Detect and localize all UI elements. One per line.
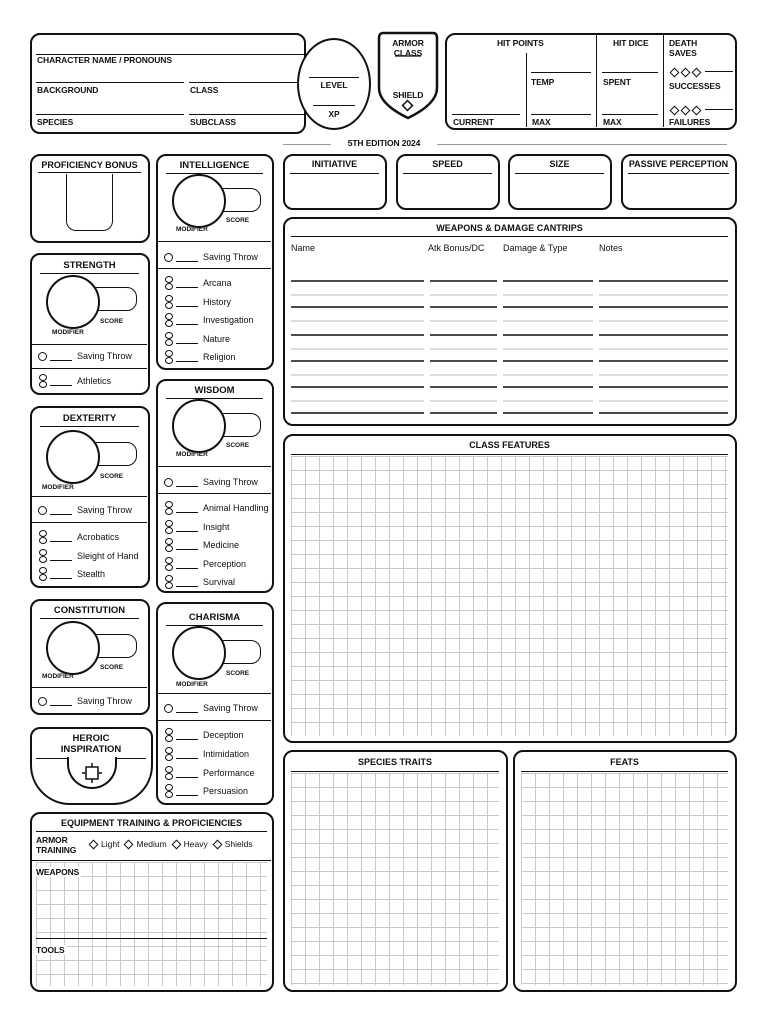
saving-throw-label: Saving Throw — [203, 477, 258, 487]
proficiency-expertise-toggle[interactable] — [164, 728, 174, 743]
species-traits-rule — [291, 771, 499, 772]
strength-save-rule — [32, 344, 147, 345]
species-field[interactable] — [36, 107, 184, 115]
class-label: CLASS — [190, 85, 219, 95]
charisma-modifier-label: MODIFIER — [176, 681, 208, 688]
dexterity-saving-throw[interactable] — [38, 501, 132, 519]
proficiency-bonus-field[interactable] — [66, 174, 113, 231]
charisma-skills-rule — [158, 720, 271, 721]
proficiency-expertise-toggle[interactable] — [164, 276, 174, 291]
proficiency-expertise-toggle[interactable] — [164, 350, 174, 365]
feats-box — [513, 750, 737, 992]
equipment-title-rule — [36, 831, 267, 832]
wisdom-skills-rule — [158, 493, 271, 494]
skill-athletics[interactable] — [38, 372, 111, 390]
initiative-rule — [290, 173, 379, 174]
armor-shields-label: Shields — [224, 839, 253, 849]
hd-max-label: MAX — [603, 117, 622, 127]
armor-options — [88, 839, 253, 849]
skill-label: Arcana — [203, 278, 232, 288]
intelligence-save-rule — [158, 241, 271, 242]
column-header-atk: Atk Bonus/DC — [428, 243, 485, 253]
speed-label: SPEED — [432, 159, 463, 169]
proficiency-expertise-toggle[interactable] — [38, 567, 48, 582]
class-features-rule — [291, 454, 728, 455]
constitution-title-rule — [40, 618, 139, 619]
proficiency-expertise-toggle[interactable] — [164, 501, 174, 516]
max-hp-field[interactable] — [531, 107, 591, 115]
armor-training-rule — [32, 860, 271, 861]
skill-label: Nature — [203, 334, 231, 344]
skill-label: Investigation — [203, 315, 254, 325]
wisdom-saving-throw[interactable] — [164, 473, 258, 491]
skill-nature[interactable] — [164, 330, 230, 348]
weapons-rows-lines — [291, 255, 728, 417]
hitdice-deathsave-divider — [663, 35, 664, 127]
proficiency-expertise-toggle[interactable] — [38, 530, 48, 545]
edition-rule-right — [437, 144, 727, 145]
strength-modifier-field[interactable] — [46, 275, 100, 329]
charisma-saving-throw[interactable] — [164, 699, 258, 717]
skill-label: Athletics — [77, 376, 112, 386]
proficiency-expertise-toggle[interactable] — [38, 374, 48, 389]
wisdom-save-rule — [158, 466, 271, 467]
initiative-box[interactable] — [283, 154, 387, 210]
background-field[interactable] — [36, 75, 184, 83]
dexterity-save-rule — [32, 496, 147, 497]
skill-label: Stealth — [77, 569, 106, 579]
dexterity-skills-rule — [32, 522, 147, 523]
heroic-inspiration-title: HEROIC INSPIRATION — [60, 733, 122, 755]
level-label: LEVEL — [320, 80, 348, 90]
feats-title: FEATS — [610, 757, 639, 767]
intelligence-modifier-label: MODIFIER — [176, 226, 208, 233]
constitution-modifier-field[interactable] — [46, 621, 100, 675]
skill-label: Persuasion — [203, 786, 249, 796]
saving-throw-toggle[interactable] — [164, 704, 173, 713]
inspiration-die-icon — [82, 763, 102, 783]
skill-label: History — [203, 297, 232, 307]
skill-animal-handling[interactable] — [164, 499, 269, 517]
size-label: SIZE — [549, 159, 570, 169]
passive-perception-label: PASSIVE PERCEPTION — [628, 159, 729, 169]
armor-shields-checkbox[interactable] — [212, 839, 222, 849]
saving-throw-label: Saving Throw — [77, 351, 132, 361]
intelligence-saving-throw[interactable] — [164, 248, 258, 266]
charisma-title: CHARISMA — [188, 612, 241, 623]
skill-acrobatics[interactable] — [38, 528, 119, 546]
proficiency-bonus-box — [30, 154, 150, 243]
feats-field[interactable] — [521, 773, 728, 985]
speed-box[interactable] — [396, 154, 500, 210]
max-hp-label: MAX — [532, 117, 551, 127]
spent-label: SPENT — [603, 77, 631, 87]
proficiency-expertise-toggle[interactable] — [164, 538, 174, 553]
size-box[interactable] — [508, 154, 612, 210]
weapons-title-rule — [291, 236, 728, 237]
proficiency-expertise-toggle[interactable] — [164, 784, 174, 799]
skill-religion[interactable] — [164, 348, 236, 366]
strength-title: STRENGTH — [63, 260, 116, 271]
saving-throw-toggle[interactable] — [164, 478, 173, 487]
wisdom-score-label: SCORE — [226, 442, 250, 449]
saving-throw-label: Saving Throw — [77, 505, 132, 515]
character-name-label: CHARACTER NAME / PRONOUNS — [37, 55, 172, 65]
wisdom-modifier-field[interactable] — [172, 399, 226, 453]
saving-throw-label: Saving Throw — [203, 252, 258, 262]
charisma-score-label: SCORE — [226, 670, 250, 677]
tools-proficiency-label: TOOLS — [36, 945, 65, 955]
strength-modifier-label: MODIFIER — [52, 329, 84, 336]
passive-perception-box[interactable] — [621, 154, 737, 210]
skill-history[interactable] — [164, 293, 231, 311]
strength-skills-rule — [32, 368, 147, 369]
skill-label: Insight — [203, 522, 230, 532]
strength-score-label: SCORE — [100, 318, 124, 325]
weapons-proficiency-field[interactable] — [36, 862, 267, 986]
wisdom-box — [156, 379, 274, 593]
armor-class-label: ARMOR CLASS — [392, 38, 424, 58]
wisdom-title-rule — [166, 398, 263, 399]
character-info-box — [30, 33, 306, 134]
hd-max-line[interactable] — [602, 107, 658, 115]
strength-saving-throw[interactable] — [38, 347, 132, 365]
death-saves-label: DEATH SAVES — [669, 38, 698, 58]
constitution-score-label: SCORE — [100, 664, 124, 671]
proficiency-expertise-toggle[interactable] — [164, 766, 174, 781]
armor-heavy-checkbox[interactable] — [171, 839, 181, 849]
skill-survival[interactable] — [164, 573, 235, 591]
weapons-table-title: WEAPONS & DAMAGE CANTRIPS — [436, 223, 583, 233]
saving-throw-toggle[interactable] — [38, 697, 47, 706]
saving-throw-toggle[interactable] — [164, 253, 173, 262]
intelligence-title: INTELLIGENCE — [179, 160, 250, 171]
passive-perception-rule — [628, 173, 729, 174]
successes-label: SUCCESSES — [669, 81, 721, 91]
spent-line[interactable] — [602, 65, 658, 73]
wisdom-modifier-label: MODIFIER — [176, 451, 208, 458]
intelligence-modifier-field[interactable] — [172, 174, 226, 228]
constitution-box — [30, 599, 150, 715]
hit-points-label: HIT POINTS — [497, 38, 544, 48]
species-traits-field[interactable] — [291, 773, 499, 985]
saving-throw-toggle[interactable] — [38, 352, 47, 361]
armor-light-checkbox[interactable] — [89, 839, 99, 849]
dexterity-title: DEXTERITY — [62, 413, 117, 424]
skill-label: Performance — [203, 768, 255, 778]
hit-points-box — [445, 33, 737, 130]
intelligence-title-rule — [166, 173, 263, 174]
armor-light-label: Light — [101, 839, 120, 849]
background-label: BACKGROUND — [37, 85, 99, 95]
species-traits-title: SPECIES TRAITS — [357, 757, 432, 767]
subclass-label: SUBCLASS — [190, 117, 236, 127]
weapons-proficiency-label: WEAPONS — [36, 867, 80, 877]
intelligence-skills-rule — [158, 268, 271, 269]
class-field[interactable] — [189, 75, 304, 83]
current-hp-field[interactable] — [452, 107, 520, 115]
skill-insight[interactable] — [164, 518, 230, 536]
failures-label: FAILURES — [669, 117, 711, 127]
dexterity-title-rule — [40, 426, 139, 427]
skill-label: Religion — [203, 352, 236, 362]
constitution-modifier-label: MODIFIER — [42, 673, 74, 680]
dexterity-score-label: SCORE — [100, 473, 124, 480]
class-features-box — [283, 434, 737, 743]
proficiency-expertise-toggle[interactable] — [164, 557, 174, 572]
strength-title-rule — [40, 273, 139, 274]
skill-label: Survival — [203, 577, 236, 587]
weapons-rows[interactable] — [291, 255, 728, 417]
skill-persuasion[interactable] — [164, 782, 248, 800]
skill-stealth[interactable] — [38, 565, 105, 583]
feats-rule — [521, 771, 728, 772]
skill-label: Medicine — [203, 540, 240, 550]
proficiency-expertise-toggle[interactable] — [164, 313, 174, 328]
equipment-title: EQUIPMENT TRAINING & PROFICIENCIES — [60, 818, 242, 828]
column-header-notes: Notes — [599, 243, 623, 253]
shield-label: SHIELD — [392, 90, 424, 100]
skill-deception[interactable] — [164, 726, 244, 744]
intelligence-score-label: SCORE — [226, 217, 250, 224]
skill-label: Intimidation — [203, 749, 250, 759]
skill-arcana[interactable] — [164, 274, 232, 292]
charisma-box — [156, 602, 274, 805]
charisma-modifier-field[interactable] — [172, 626, 226, 680]
dexterity-modifier-field[interactable] — [46, 430, 100, 484]
proficiency-expertise-toggle[interactable] — [164, 575, 174, 590]
weapons-table-box — [283, 217, 737, 426]
skill-performance[interactable] — [164, 764, 255, 782]
skill-label: Deception — [203, 730, 244, 740]
class-features-title: CLASS FEATURES — [469, 440, 550, 450]
dexterity-box — [30, 406, 150, 588]
initiative-label: INITIATIVE — [311, 159, 358, 169]
success-line — [705, 67, 733, 72]
skill-label: Perception — [203, 559, 247, 569]
proficiency-expertise-toggle[interactable] — [164, 520, 174, 535]
strength-box — [30, 253, 150, 395]
heroic-inspiration-box — [30, 727, 153, 805]
species-traits-box — [283, 750, 508, 992]
proficiency-expertise-toggle[interactable] — [38, 549, 48, 564]
dexterity-modifier-label: MODIFIER — [42, 484, 74, 491]
failure-checkboxes[interactable] — [669, 107, 702, 114]
proficiency-bonus-label: PROFICIENCY BONUS — [41, 160, 138, 170]
constitution-save-rule — [32, 687, 147, 688]
constitution-title: CONSTITUTION — [53, 605, 126, 616]
charisma-save-rule — [158, 693, 271, 694]
character-name-field[interactable] — [36, 49, 304, 55]
intelligence-box — [156, 154, 274, 370]
level-field[interactable] — [309, 60, 359, 78]
armor-medium-label: Medium — [136, 839, 167, 849]
speed-rule — [403, 173, 492, 174]
size-rule — [515, 173, 604, 174]
skill-perception[interactable] — [164, 555, 246, 573]
skill-label: Acrobatics — [77, 532, 120, 542]
saving-throw-label: Saving Throw — [77, 696, 132, 706]
armor-heavy-label: Heavy — [183, 839, 208, 849]
success-checkboxes[interactable] — [669, 69, 702, 76]
skill-medicine[interactable] — [164, 536, 239, 554]
equipment-training-box — [30, 812, 274, 992]
skill-label: Sleight of Hand — [77, 551, 139, 561]
current-hp-label: CURRENT — [453, 117, 494, 127]
proficiency-expertise-toggle[interactable] — [164, 747, 174, 762]
skill-intimidation[interactable] — [164, 745, 249, 763]
saving-throw-toggle[interactable] — [38, 506, 47, 515]
class-features-field[interactable] — [291, 456, 728, 736]
proficiency-expertise-toggle[interactable] — [164, 295, 174, 310]
edition-label: 5TH EDITION 2024 — [347, 138, 421, 148]
charisma-title-rule — [166, 625, 263, 626]
saving-throw-label: Saving Throw — [203, 703, 258, 713]
temp-label: TEMP — [531, 77, 555, 87]
subclass-field[interactable] — [189, 107, 304, 115]
xp-field[interactable] — [313, 92, 355, 106]
column-header-damage: Damage & Type — [503, 243, 568, 253]
armor-medium-checkbox[interactable] — [124, 839, 134, 849]
hp-hitdice-divider — [596, 35, 597, 127]
edition-rule-left — [283, 144, 331, 145]
hit-dice-label: HIT DICE — [613, 38, 649, 48]
armor-training-label: ARMOR TRAINING — [36, 835, 77, 855]
tools-rule — [36, 938, 267, 939]
species-label: SPECIES — [37, 117, 74, 127]
hp-divider — [526, 53, 527, 127]
skill-investigation[interactable] — [164, 311, 254, 329]
proficiency-expertise-toggle[interactable] — [164, 332, 174, 347]
wisdom-title: WISDOM — [194, 385, 235, 396]
xp-label: XP — [328, 109, 340, 119]
skill-label: Animal Handling — [203, 503, 269, 513]
proficiency-title-rule — [38, 172, 141, 173]
column-header-name: Name — [291, 243, 316, 253]
failure-line — [705, 105, 733, 110]
skill-sleight-of-hand[interactable] — [38, 547, 139, 565]
level-xp-oval — [297, 38, 371, 130]
temp-line — [531, 65, 591, 73]
constitution-saving-throw[interactable] — [38, 692, 132, 710]
